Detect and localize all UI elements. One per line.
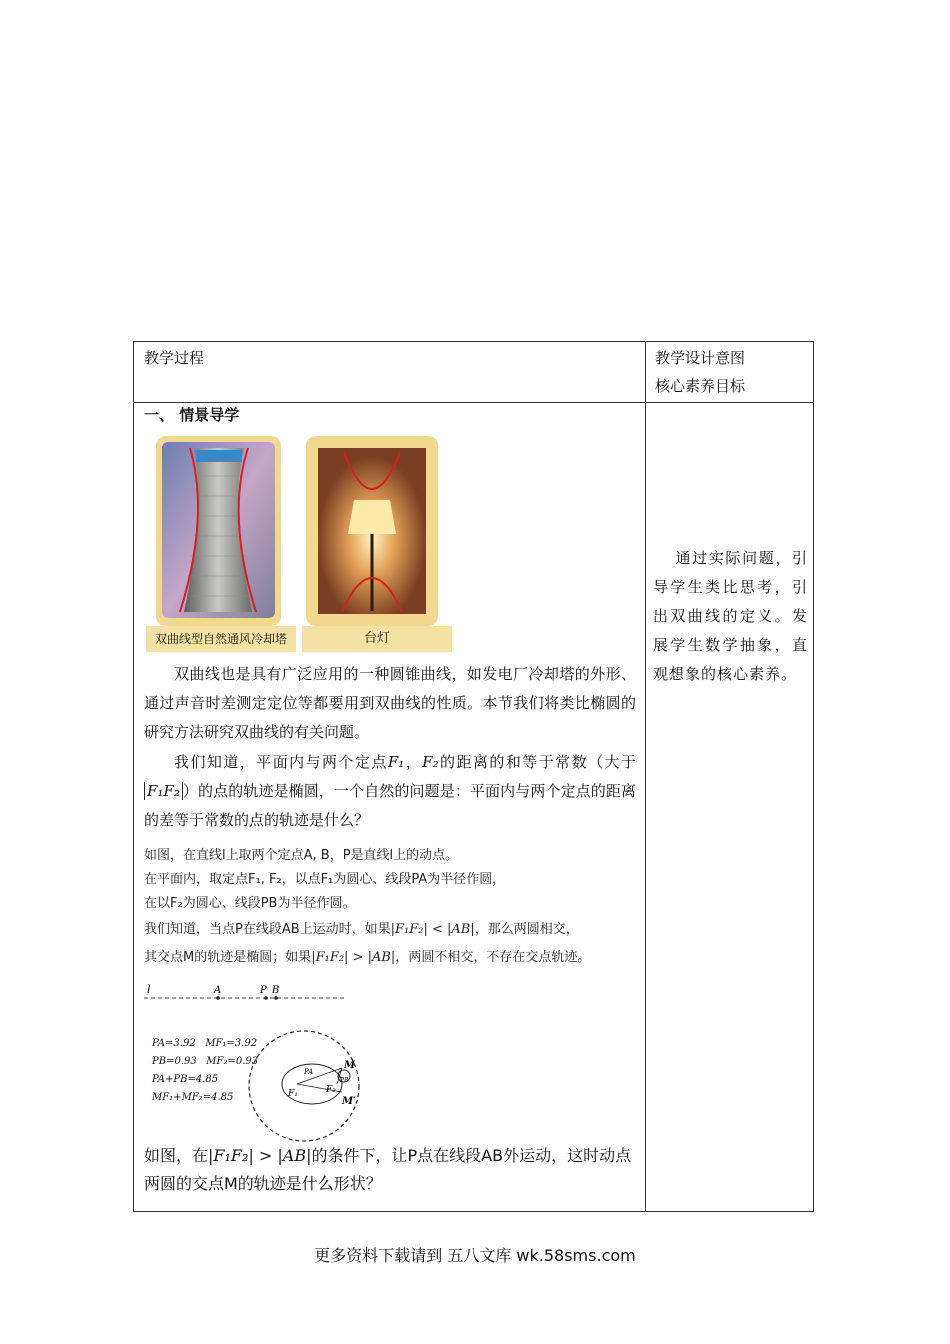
line4-text-b: ，那么两圆相交，: [474, 922, 579, 937]
line4-condition: |F₁F₂| < |AB|: [390, 922, 475, 937]
measure-pa: PA=3.92: [152, 1038, 196, 1049]
line5-text-a: 其交点M的轨迹是椭圆；如果: [144, 950, 312, 965]
question-text-a: 如图，在: [144, 1146, 209, 1165]
header-teaching-process: 教学过程: [144, 349, 205, 367]
question-text-b: 的条件下，让P点在线段AB外运动，这时动点: [311, 1146, 632, 1165]
f1-symbol: F₁: [387, 753, 405, 771]
measure-mf1: MF₁=3.92: [205, 1038, 258, 1049]
construction-line-2: 在平面内，取定点F₁, F₂，以点F₁为圆心、线段PA为半径作圆，: [144, 872, 506, 887]
label-m: M: [344, 1060, 356, 1071]
construction-line-3: 在以F₂为圆心、线段PB为半径作圆。: [144, 896, 356, 911]
cooling-tower-image: [156, 436, 281, 626]
tower-caption: 双曲线型自然通风冷却塔: [146, 626, 296, 652]
footer-download-link[interactable]: 更多资料下载请到 五八文库 wk.58sms.com: [314, 1246, 636, 1265]
label-l: l: [147, 983, 151, 996]
definition-paragraph: [144, 748, 636, 835]
construction-line-4: [144, 918, 579, 942]
question-condition: |F₁F₂| > |AB|: [208, 1146, 312, 1165]
ellipse-construction-diagram: [242, 1022, 372, 1152]
label-pa-segment: PA: [304, 1068, 314, 1076]
section-title: 一、 情景导学: [144, 406, 240, 424]
para2-text-b: ，: [404, 753, 423, 771]
label-f1: F₁: [288, 1089, 298, 1099]
line4-text-a: 我们知道，当点P在线段AB上运动时，如果: [144, 922, 391, 937]
header-design-intent: 教学设计意图: [655, 349, 746, 367]
line5-text-b: ，两圆不相交，不存在交点轨迹。: [395, 950, 591, 965]
question-line-2: 两圆的交点M的轨迹是什么形状？: [144, 1174, 382, 1193]
construction-line-5: [144, 946, 590, 970]
lesson-table: [133, 341, 814, 1212]
para2-text-c: 的距离的和等于常数（大于: [438, 753, 636, 771]
line-l-diagram: [142, 982, 362, 1004]
measure-mf2: MF₂=0.93: [206, 1056, 259, 1067]
label-f2: F₂: [326, 1085, 336, 1095]
label-pb-segment: PB: [340, 1077, 349, 1084]
construction-line-1: 如图，在直线l上取两个定点A, B，P是直线l上的动点。: [144, 848, 459, 863]
para2-text-a: 我们知道，平面内与两个定点: [174, 753, 388, 771]
line5-condition: |F₁F₂| > |AB|: [311, 950, 396, 965]
f1f2-abs: F₁F₂: [144, 782, 183, 800]
column-divider: [645, 342, 646, 1211]
f2-symbol: F₂: [422, 753, 439, 771]
header-core-literacy: 核心素养目标: [655, 377, 746, 395]
measure-sum-p: PA+PB=4.85: [152, 1074, 219, 1085]
para2-text-d: ）的点的轨迹是椭圆，一个自然的问题是：平面内与两个定点的距离的差等于常数的点的轨迹是什么？: [144, 782, 636, 829]
label-b: B: [272, 985, 280, 996]
lamp-caption: 台灯: [302, 626, 452, 652]
question-line-1: [144, 1142, 631, 1170]
label-p: P: [260, 985, 267, 996]
lamp-image: [306, 436, 438, 626]
measure-pb: PB=0.93: [152, 1056, 197, 1067]
intro-paragraph: 双曲线也是具有广泛应用的一种圆锥曲线，如发电厂冷却塔的外形、通过声音时差测定定位等都要用到双曲线的性质。本节我们将类比椭圆的研究方法研究双曲线的有关问题。: [144, 665, 636, 741]
header-divider: [134, 402, 813, 403]
design-intent-text: 通过实际问题，引导学生类比思考，引出双曲线的定义。发展学生数学抽象，直观想象的核心素养。: [653, 549, 808, 683]
label-m-prime: M′: [342, 1096, 356, 1107]
measure-sum-mf: MF₁+MF₂=4.85: [152, 1092, 234, 1103]
label-a: A: [214, 985, 222, 996]
